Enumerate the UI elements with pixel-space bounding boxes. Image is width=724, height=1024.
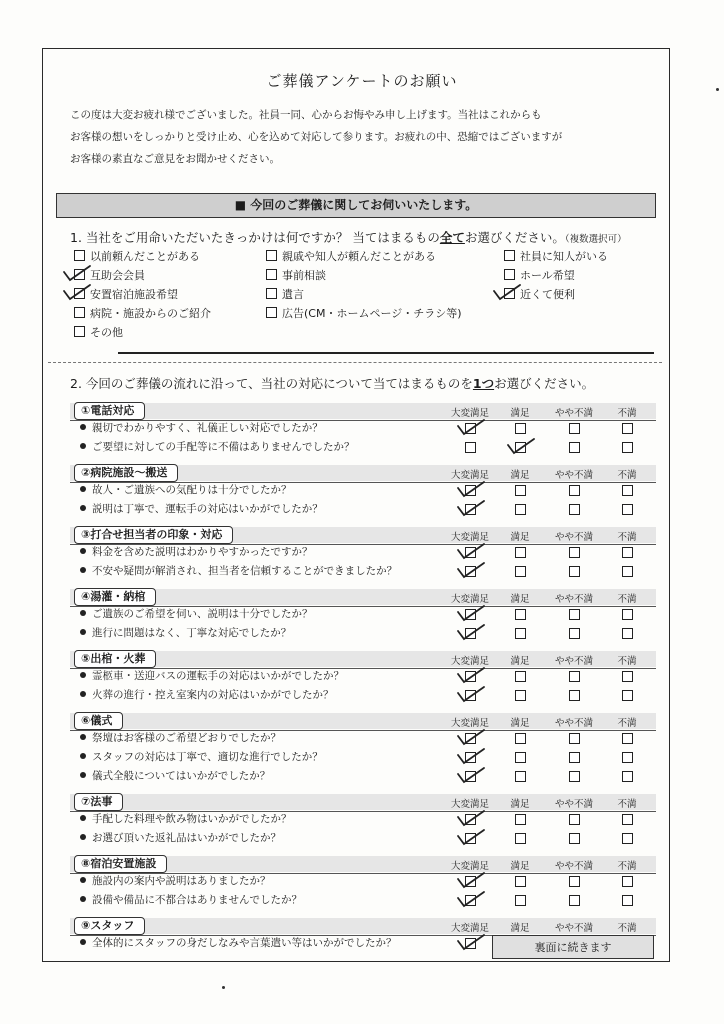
handwritten-check-icon — [456, 728, 486, 746]
column-header: 不満 — [617, 470, 637, 481]
section-title: ③打合せ担当者の印象・対応 — [74, 526, 233, 544]
option-checkbox[interactable] — [74, 307, 85, 318]
handwritten-check-icon — [456, 747, 486, 765]
rating-checkbox[interactable] — [515, 485, 526, 496]
rating-checkbox[interactable] — [622, 504, 633, 515]
bullet-icon — [80, 424, 86, 430]
question-row — [80, 768, 270, 784]
rating-checkbox[interactable] — [515, 895, 526, 906]
question-row — [80, 749, 323, 765]
handwritten-check-icon — [456, 685, 486, 703]
question-row — [80, 501, 323, 517]
option-item[interactable] — [266, 268, 326, 284]
handwritten-check-icon — [456, 828, 486, 846]
question-row — [80, 563, 397, 579]
rating-checkbox[interactable] — [515, 733, 526, 744]
option-label: 近くて便利 — [520, 288, 575, 301]
question-text: 霊柩車・送迎バスの運転手の対応はいかがでしたか？ — [92, 670, 344, 682]
column-header: やや不満 — [554, 718, 593, 729]
scan-speck — [222, 986, 225, 989]
question-text: 儀式全般についてはいかがでしたか？ — [92, 770, 271, 782]
rating-checkbox[interactable] — [515, 609, 526, 620]
bullet-icon — [80, 567, 86, 573]
rating-checkbox[interactable] — [569, 833, 580, 844]
rating-checkbox[interactable] — [515, 628, 526, 639]
rating-checkbox[interactable] — [622, 752, 633, 763]
section-banner: ■ 今回のご葬儀に関してお伺いいたします。 — [56, 193, 656, 218]
handwritten-check-icon — [456, 418, 486, 436]
rating-checkbox[interactable] — [622, 547, 633, 558]
rating-checkbox[interactable] — [622, 733, 633, 744]
rating-checkbox[interactable] — [622, 628, 633, 639]
column-header: 大変満足 — [450, 718, 489, 729]
rating-checkbox[interactable] — [622, 442, 633, 453]
option-checkbox[interactable] — [266, 307, 277, 318]
option-label: 広告(CM・ホームページ・チラシ等) — [282, 307, 462, 320]
question-1-emphasis: 全て — [439, 230, 465, 245]
bullet-icon — [80, 548, 86, 554]
question-text: ご要望に対しての手配等に不備はありませんでしたか？ — [92, 441, 355, 453]
rating-checkbox[interactable] — [569, 566, 580, 577]
rating-checkbox[interactable] — [622, 814, 633, 825]
handwritten-check-icon — [456, 623, 486, 641]
bullet-icon — [80, 834, 86, 840]
question-row — [80, 730, 281, 746]
rating-checkbox[interactable] — [622, 423, 633, 434]
intro-line: お客様の想いをしっかりと受け止め、心を込めて対応して参ります。お疲れの中、恐縮ではございますが — [70, 131, 563, 143]
column-header: 満足 — [510, 656, 530, 667]
column-header: やや不満 — [554, 408, 593, 419]
column-header: 満足 — [510, 532, 530, 543]
column-header: 満足 — [510, 408, 530, 419]
option-checkbox[interactable] — [504, 250, 515, 261]
handwritten-check-icon — [456, 890, 486, 908]
question-text: 手配した料理や飲み物はいかがでしたか？ — [92, 813, 292, 825]
column-header: やや不満 — [554, 923, 593, 934]
question-row — [80, 935, 397, 951]
handwritten-check-icon — [492, 283, 522, 301]
column-header: 大変満足 — [450, 656, 489, 667]
rating-checkbox[interactable] — [515, 671, 526, 682]
question-row — [80, 830, 281, 846]
question-text: 料金を含めた説明はわかりやすかったですか？ — [92, 546, 313, 558]
question-row — [80, 873, 271, 889]
question-text: 説明は丁寧で、運転手の対応はいかがでしたか？ — [92, 503, 323, 515]
column-header: 満足 — [510, 861, 530, 872]
intro-line: お客様の素直なご意見をお聞かせください。 — [70, 153, 280, 165]
question-2-emphasis: 1つ — [472, 376, 495, 391]
question-text: お選び頂いた返礼品はいかがでしたか？ — [92, 832, 281, 844]
bullet-icon — [80, 610, 86, 616]
rating-checkbox[interactable] — [569, 733, 580, 744]
column-header: 不満 — [617, 861, 637, 872]
option-label: 事前相談 — [282, 269, 326, 282]
handwritten-check-icon — [506, 437, 536, 455]
question-text: 設備や備品に不都合はありませんでしたか？ — [92, 894, 302, 906]
rating-checkbox[interactable] — [622, 671, 633, 682]
rating-checkbox[interactable] — [515, 771, 526, 782]
rating-checkbox[interactable] — [622, 895, 633, 906]
column-header: 大変満足 — [450, 594, 489, 605]
question-row — [80, 420, 323, 436]
column-header: 不満 — [617, 594, 637, 605]
scan-speck — [716, 88, 719, 91]
option-item[interactable] — [504, 268, 575, 284]
column-header: 満足 — [510, 799, 530, 810]
rating-checkbox[interactable] — [569, 485, 580, 496]
bullet-icon — [80, 486, 86, 492]
option-item[interactable] — [266, 249, 436, 265]
question-row — [80, 811, 292, 827]
option-checkbox[interactable] — [74, 326, 85, 337]
rating-checkbox[interactable] — [515, 690, 526, 701]
option-checkbox[interactable] — [266, 288, 277, 299]
column-header: 不満 — [617, 656, 637, 667]
bullet-icon — [80, 672, 86, 678]
option-label: 病院・施設からのご紹介 — [90, 307, 211, 320]
bullet-icon — [80, 443, 86, 449]
rating-checkbox[interactable] — [569, 895, 580, 906]
rating-checkbox[interactable] — [622, 833, 633, 844]
column-header: やや不満 — [554, 594, 593, 605]
section-title: ⑥儀式 — [74, 712, 123, 730]
column-header: 大変満足 — [450, 861, 489, 872]
rating-checkbox[interactable] — [569, 690, 580, 701]
question-text: 施設内の案内や説明はありましたか？ — [92, 875, 271, 887]
column-header: 不満 — [617, 408, 637, 419]
rating-checkbox[interactable] — [515, 876, 526, 887]
rating-checkbox[interactable] — [515, 547, 526, 558]
column-header: 満足 — [510, 470, 530, 481]
question-text: スタッフの対応は丁寧で、適切な進行でしたか？ — [92, 751, 323, 763]
continue-notice: 裏面に続きます — [492, 935, 654, 959]
column-header: 不満 — [617, 718, 637, 729]
dashed-divider — [48, 362, 662, 363]
handwritten-check-icon — [456, 561, 486, 579]
option-label: 親戚や知人が頼んだことがある — [282, 250, 436, 263]
rating-checkbox[interactable] — [515, 814, 526, 825]
bullet-icon — [80, 753, 86, 759]
handwritten-check-icon — [456, 542, 486, 560]
question-row — [80, 892, 302, 908]
rating-checkbox[interactable] — [569, 423, 580, 434]
option-label: 社員に知人がいる — [520, 250, 608, 263]
intro-line: この度は大変お疲れ様でございました。社員一同、心からお悔やみ申し上げます。当社はこれからも — [70, 109, 542, 121]
question-row — [80, 482, 292, 498]
column-header: 大変満足 — [450, 923, 489, 934]
rating-checkbox[interactable] — [622, 566, 633, 577]
question-text: 故人・ご遺族への気配りは十分でしたか？ — [92, 484, 292, 496]
rating-checkbox[interactable] — [622, 485, 633, 496]
handwritten-check-icon — [456, 933, 486, 951]
section-title: ②病院施設～搬送 — [74, 464, 178, 482]
question-1-suffix: お選びください。 — [464, 230, 565, 245]
option-checkbox[interactable] — [504, 269, 515, 280]
option-item[interactable] — [266, 287, 304, 303]
question-text: 進行に問題はなく、丁寧な対応でしたか？ — [92, 627, 292, 639]
rating-checkbox[interactable] — [515, 833, 526, 844]
rating-checkbox[interactable] — [622, 771, 633, 782]
column-header: やや不満 — [554, 799, 593, 810]
option-item[interactable] — [74, 306, 211, 322]
option-item[interactable] — [74, 249, 200, 265]
section-title: ①電話対応 — [74, 402, 145, 420]
option-checkbox[interactable] — [74, 250, 85, 261]
option-label: その他 — [90, 326, 123, 339]
bullet-icon — [80, 877, 86, 883]
rating-checkbox[interactable] — [622, 609, 633, 620]
rating-checkbox[interactable] — [515, 504, 526, 515]
bullet-icon — [80, 734, 86, 740]
option-label: 互助会会員 — [90, 269, 145, 282]
question-text: 火葬の進行・控え室案内の対応はいかがでしたか？ — [92, 689, 334, 701]
rating-checkbox[interactable] — [569, 628, 580, 639]
handwritten-check-icon — [456, 871, 486, 889]
rating-checkbox[interactable] — [569, 771, 580, 782]
bullet-icon — [80, 815, 86, 821]
question-text: 不安や疑問が解消され、担当者を信頼することができましたか？ — [92, 565, 398, 577]
rating-checkbox[interactable] — [622, 690, 633, 701]
rating-checkbox[interactable] — [515, 566, 526, 577]
handwritten-check-icon — [456, 666, 486, 684]
rating-checkbox[interactable] — [569, 752, 580, 763]
bullet-icon — [80, 896, 86, 902]
rating-checkbox[interactable] — [569, 609, 580, 620]
question-row — [80, 668, 344, 684]
question-2 — [70, 374, 594, 392]
bullet-icon — [80, 629, 86, 635]
column-header: 満足 — [510, 718, 530, 729]
option-label: 安置宿泊施設希望 — [90, 288, 178, 301]
handwritten-check-icon — [456, 480, 486, 498]
rating-checkbox[interactable] — [569, 504, 580, 515]
column-header: 不満 — [617, 799, 637, 810]
option-label: 以前頼んだことがある — [90, 250, 200, 263]
question-2-prefix: 2. 今回のご葬儀の流れに沿って、当社の対応について当てはまるものを — [70, 376, 473, 391]
rating-checkbox[interactable] — [515, 752, 526, 763]
column-header: 大変満足 — [450, 408, 489, 419]
question-1-prefix: 1. 当社をご用命いただいたきっかけは何ですか？ 当てはまるもの — [70, 230, 440, 245]
rating-checkbox[interactable] — [569, 814, 580, 825]
column-header: 不満 — [617, 532, 637, 543]
bullet-icon — [80, 939, 86, 945]
column-header: 大変満足 — [450, 470, 489, 481]
intro-text — [70, 104, 660, 170]
column-header: 満足 — [510, 923, 530, 934]
handwritten-check-icon — [456, 604, 486, 622]
question-1-note: （複数選択可） — [564, 234, 627, 245]
option-item[interactable] — [74, 325, 123, 341]
bullet-icon — [80, 691, 86, 697]
question-text: ご遺族のご希望を伺い、説明は十分でしたか？ — [92, 608, 313, 620]
question-text: 親切でわかりやすく、礼儀正しい対応でしたか？ — [92, 422, 323, 434]
section-title: ⑧宿泊安置施設 — [74, 855, 167, 873]
question-row — [80, 544, 313, 560]
rating-checkbox[interactable] — [465, 442, 476, 453]
bullet-icon — [80, 505, 86, 511]
handwritten-check-icon — [456, 766, 486, 784]
rating-checkbox[interactable] — [569, 442, 580, 453]
handwritten-check-icon — [62, 283, 92, 301]
handwritten-check-icon — [456, 499, 486, 517]
option-item[interactable] — [266, 306, 462, 322]
column-header: やや不満 — [554, 656, 593, 667]
question-row — [80, 625, 291, 641]
option-checkbox[interactable] — [266, 269, 277, 280]
question-row — [80, 439, 355, 455]
option-label: ホール希望 — [520, 269, 575, 282]
rating-checkbox[interactable] — [569, 547, 580, 558]
question-text: 全体的にスタッフの身だしなみや言葉遣い等はいかがでしたか？ — [92, 937, 397, 949]
section-title: ⑤出棺・火葬 — [74, 650, 156, 668]
question-2-suffix: お選びください。 — [494, 376, 595, 391]
column-header: やや不満 — [554, 470, 593, 481]
column-header: 満足 — [510, 594, 530, 605]
bullet-icon — [80, 772, 86, 778]
option-checkbox[interactable] — [266, 250, 277, 261]
section-title: ④湯灌・納棺 — [74, 588, 156, 606]
question-row — [80, 687, 334, 703]
question-1 — [70, 228, 627, 246]
section-title: ⑦法事 — [74, 793, 123, 811]
question-row — [80, 606, 313, 622]
column-header: 大変満足 — [450, 532, 489, 543]
question-text: 祭壇はお客様のご希望どおりでしたか？ — [92, 732, 281, 744]
option-label: 遺言 — [282, 288, 304, 301]
divider — [118, 352, 654, 354]
column-header: 不満 — [617, 923, 637, 934]
rating-checkbox[interactable] — [569, 876, 580, 887]
section-title: ⑨スタッフ — [74, 917, 145, 935]
page-title: ご葬儀アンケートのお願い — [266, 72, 458, 90]
column-header: 大変満足 — [450, 799, 489, 810]
rating-checkbox[interactable] — [622, 876, 633, 887]
option-item[interactable] — [504, 249, 608, 265]
rating-checkbox[interactable] — [569, 671, 580, 682]
handwritten-check-icon — [456, 809, 486, 827]
handwritten-check-icon — [62, 264, 92, 282]
column-header: やや不満 — [554, 532, 593, 543]
column-header: やや不満 — [554, 861, 593, 872]
rating-checkbox[interactable] — [515, 423, 526, 434]
